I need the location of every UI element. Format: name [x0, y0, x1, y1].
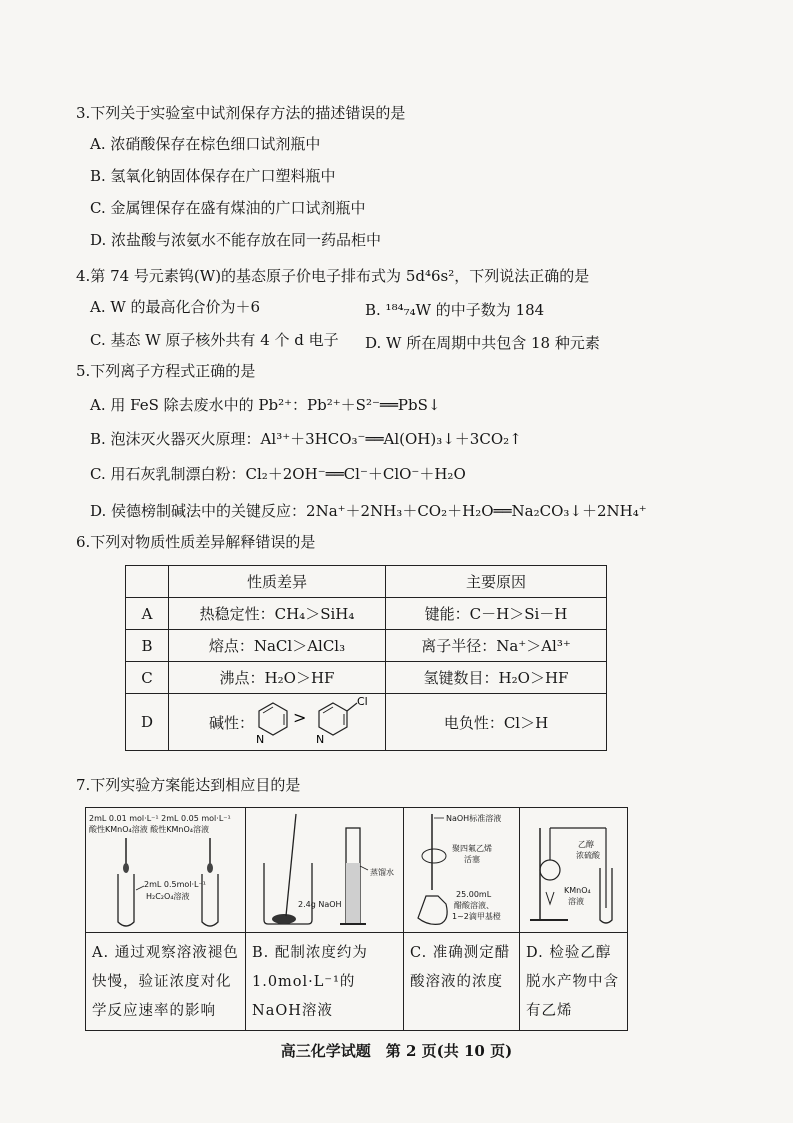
exp-a-label-1: 2mL 0.01 mol·L⁻¹ 2mL 0.05 mol·L⁻¹: [89, 814, 231, 823]
pyridine-n-label: N: [256, 733, 265, 746]
chloropyridine-n-label: N: [316, 733, 325, 746]
q6-row-d-key: D: [126, 694, 169, 751]
exp-b-water-label: 蒸馏水: [370, 868, 394, 877]
compare-greater-sign: >: [293, 708, 307, 727]
q6-row-b-reason: 离子半径：Na⁺＞Al³⁺: [386, 630, 607, 662]
q6-row-d-diff: 碱性：: [209, 713, 255, 732]
exp-b-naoh-label: 2.4g NaOH: [298, 900, 342, 909]
table-row: [126, 694, 607, 751]
q5-option-d: D. 侯德榜制碱法中的关键反应：2Na⁺＋2NH₃＋CO₂＋H₂O══Na₂CO₃↓＋2NH₄⁺: [90, 502, 647, 520]
exp-c-label-2: 聚四氟乙烯: [452, 844, 492, 853]
exp-d-label-2: 浓硫酸: [576, 851, 600, 860]
q6-row-d-reason: 电负性：Cl＞H: [386, 694, 607, 751]
exp-c-label-1: NaOH标准溶液: [446, 814, 502, 823]
q6-header-diff: 性质差异: [169, 566, 386, 598]
chloro-label: Cl: [357, 695, 368, 708]
table-row: [126, 662, 607, 694]
round-flask: [540, 860, 560, 880]
q6-row-c-key: C: [126, 662, 169, 694]
q6-row-b-key: B: [126, 630, 169, 662]
q4-option-d: D. W 所在周期中共包含 18 种元素: [365, 334, 600, 352]
q6-table: [125, 565, 607, 751]
experiment-d-figure: [520, 808, 627, 932]
q3-option-a: A. 浓硝酸保存在棕色细口试剂瓶中: [90, 135, 321, 153]
exp-d-label-4: 溶液: [568, 897, 584, 906]
q3-option-b: B. 氢氧化钠固体保存在广口塑料瓶中: [90, 167, 336, 185]
q6-row-b-diff: 熔点：NaCl＞AlCl₃: [169, 630, 386, 662]
pointer-line: [360, 866, 368, 870]
page-footer: 高三化学试题 第 2 页(共 10 页): [280, 1042, 513, 1060]
q7-experiment-table: [85, 807, 628, 1031]
q7-stem: 7.下列实验方案能达到相应目的是: [76, 776, 301, 794]
experiment-c-figure: [404, 808, 520, 932]
table-row: [126, 630, 607, 662]
exp-c-label-5: 醋酸溶液、: [454, 901, 494, 910]
q5-option-a: A. 用 FeS 除去废水中的 Pb²⁺：Pb²⁺＋S²⁻══PbS↓: [90, 396, 441, 414]
q6-row-a-diff: 热稳定性：CH₄＞SiH₄: [169, 598, 386, 630]
chloropyridine-ring: [319, 703, 347, 735]
q4-option-c: C. 基态 W 原子核外共有 4 个 d 电子: [90, 331, 339, 349]
exp-a-label-3: 2mL 0.5mol·L⁻¹: [144, 880, 206, 889]
exp-c-label-4: 25.00mL: [456, 890, 492, 899]
experiment-a-figure: [86, 808, 246, 932]
glass-rod: [286, 814, 296, 916]
q6-row-a-key: A: [126, 598, 169, 630]
q4-stem: 4.第 74 号元素钨(W)的基态原子价电子排布式为 5d⁴6s²，下列说法正确的是: [76, 267, 590, 285]
burner-flame: [546, 892, 554, 904]
q4-option-a: A. W 的最高化合价为＋6: [90, 298, 261, 316]
dehydration-apparatus-drawing: [520, 808, 627, 932]
q4-option-b: B. ¹⁸⁴₇₄W 的中子数为 184: [365, 301, 545, 319]
pyridine-structures-drawing: [251, 697, 401, 747]
q6-row-c-reason: 氢键数目：H₂O＞HF: [386, 662, 607, 694]
table-row: [126, 598, 607, 630]
q7-option-b: B. 配制浓度约为1.0mol·L⁻¹的NaOH溶液: [246, 932, 404, 1030]
q6-row-d-diff-cell: [169, 694, 386, 751]
q6-row-c-diff: 沸点：H₂O＞HF: [169, 662, 386, 694]
experiment-b-figure: [246, 808, 404, 932]
q6-row-a-reason: 键能：C－H＞Si－H: [386, 598, 607, 630]
pyridine-ring: [259, 703, 287, 735]
q5-stem: 5.下列离子方程式正确的是: [76, 362, 256, 380]
dropper-bulb: [123, 863, 129, 873]
c-cl-bond: [347, 703, 357, 711]
q7-option-c: C. 准确测定醋酸溶液的浓度: [404, 932, 520, 1030]
exp-a-label-4: H₂C₂O₄溶液: [146, 892, 190, 901]
test-tube-left: [118, 874, 134, 926]
q7-option-d: D. 检验乙醇脱水产物中含有乙烯: [520, 932, 627, 1030]
naoh-solid: [272, 914, 296, 924]
exp-a-label-2: 酸性KMnO₄溶液 酸性KMnO₄溶液: [89, 825, 209, 834]
q3-option-d: D. 浓盐酸与浓氨水不能存放在同一药品柜中: [90, 231, 382, 249]
q6-header-reason: 主要原因: [386, 566, 607, 598]
q7-option-a: A. 通过观察溶液褪色快慢，验证浓度对化学反应速率的影响: [86, 932, 246, 1030]
conical-flask: [418, 896, 447, 924]
q6-stem: 6.下列对物质性质差异解释错误的是: [76, 533, 316, 551]
exp-c-label-6: 1~2滴甲基橙: [452, 912, 501, 921]
exp-d-label-1: 乙醇: [578, 840, 594, 849]
dropper-bulb: [207, 863, 213, 873]
test-tubes-drawing: [86, 808, 246, 932]
exp-c-label-3: 活塞: [464, 855, 480, 864]
q6-header-blank: [126, 566, 169, 598]
q3-option-c: C. 金属锂保存在盛有煤油的广口试剂瓶中: [90, 199, 366, 217]
q5-option-c: C. 用石灰乳制漂白粉：Cl₂＋2OH⁻══Cl⁻＋ClO⁻＋H₂O: [90, 465, 466, 483]
exp-d-label-3: KMnO₄: [564, 886, 591, 895]
hand-on-stopcock: [422, 849, 446, 863]
q5-option-b: B. 泡沫灭火器灭火原理：Al³⁺＋3HCO₃⁻══Al(OH)₃↓＋3CO₂↑: [90, 430, 522, 448]
cylinder-water: [346, 863, 360, 924]
pointer-line: [136, 886, 144, 890]
q3-stem: 3.下列关于实验室中试剂保存方法的描述错误的是: [76, 104, 406, 122]
